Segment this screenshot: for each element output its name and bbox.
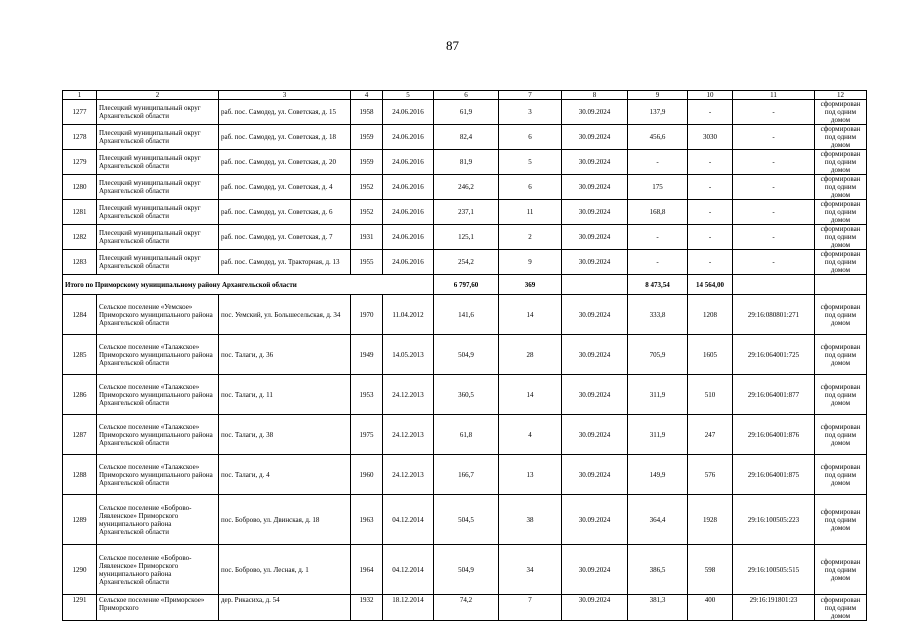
land-status-cell: сформирован под одним домом: [815, 150, 867, 175]
row-number-cell: 1279: [63, 150, 97, 175]
row-number-cell: 1280: [63, 175, 97, 200]
cadastral-cell: 29:16:064001:725: [733, 335, 815, 375]
date-cell: 24.12.2013: [383, 415, 434, 455]
land-status-cell: сформирован под одним домом: [815, 495, 867, 545]
row-number-cell: 1287: [63, 415, 97, 455]
municipality-cell: Сельское поселение «Талажское» Приморского муниципального района Архангельской области: [97, 375, 219, 415]
year-cell: 1949: [351, 335, 383, 375]
cadastral-cell: -: [733, 150, 815, 175]
year-cell: 1959: [351, 125, 383, 150]
cadastral-cell: -: [733, 125, 815, 150]
total-row: [63, 275, 867, 295]
deadline-cell: 30.09.2024: [562, 375, 628, 415]
table-row: [63, 100, 867, 125]
deadline-cell: 30.09.2024: [562, 495, 628, 545]
cadastral-cell: 29:16:064001:875: [733, 455, 815, 495]
cadastral-cell: 29:16:100505:515: [733, 545, 815, 595]
row-number-cell: 1277: [63, 100, 97, 125]
address-cell: раб. пос. Самодед, ул. Советская, д. 7: [219, 225, 351, 250]
area-cell: 166,7: [434, 455, 499, 495]
row-number-cell: 1286: [63, 375, 97, 415]
address-cell: дер. Рикасиха, д. 54: [219, 595, 351, 621]
residents-cell: 9: [499, 250, 562, 275]
residents-cell: 6: [499, 125, 562, 150]
table-row: [63, 335, 867, 375]
land-status-cell: сформирован под одним домом: [815, 175, 867, 200]
col10-cell: 3030: [688, 125, 733, 150]
area-cell: 141,6: [434, 295, 499, 335]
deadline-cell: 30.09.2024: [562, 250, 628, 275]
cadastral-cell: -: [733, 175, 815, 200]
row-number-cell: 1278: [63, 125, 97, 150]
total-area: 6 797,60: [434, 275, 499, 295]
table-row: [63, 455, 867, 495]
table-row: [63, 415, 867, 455]
municipality-cell: Плесецкий муниципальный округ Архангельской области: [97, 150, 219, 175]
column-number-cell: 3: [219, 91, 351, 100]
column-number-cell: 6: [434, 91, 499, 100]
deadline-cell: 30.09.2024: [562, 225, 628, 250]
col10-cell: -: [688, 100, 733, 125]
col9-cell: 175: [628, 175, 688, 200]
col9-cell: -: [628, 225, 688, 250]
col9-cell: 381,3: [628, 595, 688, 621]
municipality-cell: Плесецкий муниципальный округ Архангельской области: [97, 100, 219, 125]
col9-cell: 311,9: [628, 415, 688, 455]
col9-cell: -: [628, 250, 688, 275]
col10-cell: 1605: [688, 335, 733, 375]
column-number-cell: 1: [63, 91, 97, 100]
row-number-cell: 1285: [63, 335, 97, 375]
land-status-cell: сформирован под одним домом: [815, 295, 867, 335]
municipality-cell: Плесецкий муниципальный округ Архангельской области: [97, 125, 219, 150]
table-row: [63, 225, 867, 250]
date-cell: 24.12.2013: [383, 455, 434, 495]
cadastral-cell: -: [733, 250, 815, 275]
municipality-cell: Сельское поселение «Боброво-Лявленское» Приморского муниципального района Архангельской области: [97, 545, 219, 595]
area-cell: 61,8: [434, 415, 499, 455]
area-cell: 61,9: [434, 100, 499, 125]
municipality-cell: Сельское поселение «Боброво-Лявленское» Приморского муниципального района Архангельской области: [97, 495, 219, 545]
land-status-cell: сформирован под одним домом: [815, 595, 867, 621]
date-cell: 11.04.2012: [383, 295, 434, 335]
address-cell: раб. пос. Самодед, ул. Советская, д. 15: [219, 100, 351, 125]
col10-cell: -: [688, 200, 733, 225]
housing-register-table: [62, 90, 867, 621]
cadastral-cell: 29:16:064001:877: [733, 375, 815, 415]
year-cell: 1959: [351, 150, 383, 175]
year-cell: 1952: [351, 200, 383, 225]
col10-cell: 400: [688, 595, 733, 621]
total-col9: 8 473,54: [628, 275, 688, 295]
total-label: Итого по Приморскому муниципальному району Архангельской области: [63, 275, 434, 295]
year-cell: 1952: [351, 175, 383, 200]
col10-cell: 1208: [688, 295, 733, 335]
col9-cell: 149,9: [628, 455, 688, 495]
municipality-cell: Плесецкий муниципальный округ Архангельской области: [97, 225, 219, 250]
col10-cell: -: [688, 250, 733, 275]
residents-cell: 7: [499, 595, 562, 621]
date-cell: 24.12.2013: [383, 375, 434, 415]
area-cell: 360,5: [434, 375, 499, 415]
date-cell: 24.06.2016: [383, 100, 434, 125]
total-empty-cell: [733, 275, 815, 295]
residents-cell: 14: [499, 375, 562, 415]
row-number-cell: 1283: [63, 250, 97, 275]
col10-cell: 598: [688, 545, 733, 595]
row-number-cell: 1289: [63, 495, 97, 545]
year-cell: 1975: [351, 415, 383, 455]
address-cell: раб. пос. Самодед, ул. Советская, д. 20: [219, 150, 351, 175]
deadline-cell: 30.09.2024: [562, 455, 628, 495]
year-cell: 1964: [351, 545, 383, 595]
area-cell: 74,2: [434, 595, 499, 621]
table-row: [63, 250, 867, 275]
column-number-cell: 12: [815, 91, 867, 100]
land-status-cell: сформирован под одним домом: [815, 100, 867, 125]
year-cell: 1931: [351, 225, 383, 250]
total-empty-cell: [562, 275, 628, 295]
deadline-cell: 30.09.2024: [562, 125, 628, 150]
total-residents: 369: [499, 275, 562, 295]
table-row: [63, 125, 867, 150]
year-cell: 1970: [351, 295, 383, 335]
area-cell: 81,9: [434, 150, 499, 175]
col10-cell: -: [688, 175, 733, 200]
cadastral-cell: -: [733, 225, 815, 250]
table-row: [63, 495, 867, 545]
residents-cell: 3: [499, 100, 562, 125]
land-status-cell: сформирован под одним домом: [815, 455, 867, 495]
col9-cell: 333,8: [628, 295, 688, 335]
col10-cell: 247: [688, 415, 733, 455]
table-row: [63, 595, 867, 621]
address-cell: раб. пос. Самодед, ул. Советская, д. 4: [219, 175, 351, 200]
col10-cell: 1928: [688, 495, 733, 545]
year-cell: 1963: [351, 495, 383, 545]
cadastral-cell: -: [733, 100, 815, 125]
municipality-cell: Сельское поселение «Талажское» Приморского муниципального района Архангельской области: [97, 415, 219, 455]
col9-cell: 386,5: [628, 545, 688, 595]
land-status-cell: сформирован под одним домом: [815, 200, 867, 225]
page-number: 87: [446, 38, 459, 53]
address-cell: пос. Уемский, ул. Большесельская, д. 34: [219, 295, 351, 335]
col9-cell: 168,8: [628, 200, 688, 225]
land-status-cell: сформирован под одним домом: [815, 545, 867, 595]
land-status-cell: сформирован под одним домом: [815, 335, 867, 375]
residents-cell: 11: [499, 200, 562, 225]
date-cell: 24.06.2016: [383, 250, 434, 275]
row-number-cell: 1284: [63, 295, 97, 335]
total-empty-cell: [815, 275, 867, 295]
cadastral-cell: -: [733, 200, 815, 225]
date-cell: 24.06.2016: [383, 125, 434, 150]
address-cell: раб. пос. Самодед, ул. Тракторная, д. 13: [219, 250, 351, 275]
residents-cell: 6: [499, 175, 562, 200]
municipality-cell: Сельское поселение «Талажское» Приморского муниципального района Архангельской области: [97, 335, 219, 375]
col9-cell: 311,9: [628, 375, 688, 415]
row-number-cell: 1288: [63, 455, 97, 495]
address-cell: пос. Талаги, д. 4: [219, 455, 351, 495]
table-row: [63, 545, 867, 595]
residents-cell: 2: [499, 225, 562, 250]
area-cell: 125,1: [434, 225, 499, 250]
municipality-cell: Плесецкий муниципальный округ Архангельской области: [97, 200, 219, 225]
table-row: [63, 375, 867, 415]
col10-cell: -: [688, 150, 733, 175]
residents-cell: 34: [499, 545, 562, 595]
cadastral-cell: 29:16:191801:23: [733, 595, 815, 621]
table-row: [63, 150, 867, 175]
column-number-cell: 5: [383, 91, 434, 100]
date-cell: 24.06.2016: [383, 150, 434, 175]
area-cell: 504,9: [434, 335, 499, 375]
deadline-cell: 30.09.2024: [562, 545, 628, 595]
col10-cell: -: [688, 225, 733, 250]
address-cell: раб. пос. Самодед, ул. Советская, д. 18: [219, 125, 351, 150]
residents-cell: 13: [499, 455, 562, 495]
address-cell: пос. Талаги, д. 36: [219, 335, 351, 375]
municipality-cell: Сельское поселение «Приморское» Приморского: [97, 595, 219, 621]
column-number-cell: 10: [688, 91, 733, 100]
column-number-cell: 4: [351, 91, 383, 100]
land-status-cell: сформирован под одним домом: [815, 375, 867, 415]
address-cell: пос. Боброво, ул. Лесная, д. 1: [219, 545, 351, 595]
col9-cell: 705,9: [628, 335, 688, 375]
date-cell: 04.12.2014: [383, 545, 434, 595]
municipality-cell: Плесецкий муниципальный округ Архангельской области: [97, 250, 219, 275]
land-status-cell: сформирован под одним домом: [815, 125, 867, 150]
cadastral-cell: 29:16:100505:223: [733, 495, 815, 545]
land-status-cell: сформирован под одним домом: [815, 225, 867, 250]
area-cell: 504,5: [434, 495, 499, 545]
column-number-cell: 7: [499, 91, 562, 100]
row-number-cell: 1290: [63, 545, 97, 595]
col9-cell: 456,6: [628, 125, 688, 150]
land-status-cell: сформирован под одним домом: [815, 250, 867, 275]
table-row: [63, 295, 867, 335]
residents-cell: 14: [499, 295, 562, 335]
col9-cell: 364,4: [628, 495, 688, 545]
date-cell: 18.12.2014: [383, 595, 434, 621]
table-row: [63, 175, 867, 200]
cadastral-cell: 29:16:080801:271: [733, 295, 815, 335]
municipality-cell: Сельское поселение «Уемское» Приморского муниципального района Архангельской области: [97, 295, 219, 335]
deadline-cell: 30.09.2024: [562, 295, 628, 335]
column-number-cell: 11: [733, 91, 815, 100]
year-cell: 1953: [351, 375, 383, 415]
area-cell: 246,2: [434, 175, 499, 200]
land-status-cell: сформирован под одним домом: [815, 415, 867, 455]
date-cell: 24.06.2016: [383, 225, 434, 250]
address-cell: раб. пос. Самодед, ул. Советская, д. 6: [219, 200, 351, 225]
col9-cell: -: [628, 150, 688, 175]
area-cell: 504,9: [434, 545, 499, 595]
cadastral-cell: 29:16:064001:876: [733, 415, 815, 455]
column-number-cell: 9: [628, 91, 688, 100]
year-cell: 1955: [351, 250, 383, 275]
deadline-cell: 30.09.2024: [562, 150, 628, 175]
date-cell: 04.12.2014: [383, 495, 434, 545]
residents-cell: 4: [499, 415, 562, 455]
row-number-cell: 1291: [63, 595, 97, 621]
year-cell: 1958: [351, 100, 383, 125]
year-cell: 1932: [351, 595, 383, 621]
residents-cell: 28: [499, 335, 562, 375]
deadline-cell: 30.09.2024: [562, 175, 628, 200]
column-number-row: [63, 91, 867, 100]
year-cell: 1960: [351, 455, 383, 495]
deadline-cell: 30.09.2024: [562, 100, 628, 125]
deadline-cell: 30.09.2024: [562, 415, 628, 455]
area-cell: 254,2: [434, 250, 499, 275]
address-cell: пос. Боброво, ул. Двинская, д. 18: [219, 495, 351, 545]
row-number-cell: 1281: [63, 200, 97, 225]
deadline-cell: 30.09.2024: [562, 200, 628, 225]
address-cell: пос. Талаги, д. 38: [219, 415, 351, 455]
residents-cell: 38: [499, 495, 562, 545]
area-cell: 82,4: [434, 125, 499, 150]
deadline-cell: 30.09.2024: [562, 335, 628, 375]
row-number-cell: 1282: [63, 225, 97, 250]
date-cell: 14.05.2013: [383, 335, 434, 375]
column-number-cell: 2: [97, 91, 219, 100]
column-number-cell: 8: [562, 91, 628, 100]
total-col10: 14 564,00: [688, 275, 733, 295]
area-cell: 237,1: [434, 200, 499, 225]
municipality-cell: Сельское поселение «Талажское» Приморского муниципального района Архангельской области: [97, 455, 219, 495]
residents-cell: 5: [499, 150, 562, 175]
col10-cell: 510: [688, 375, 733, 415]
address-cell: пос. Талаги, д. 11: [219, 375, 351, 415]
date-cell: 24.06.2016: [383, 200, 434, 225]
date-cell: 24.06.2016: [383, 175, 434, 200]
deadline-cell: 30.09.2024: [562, 595, 628, 621]
municipality-cell: Плесецкий муниципальный округ Архангельской области: [97, 175, 219, 200]
col9-cell: 137,9: [628, 100, 688, 125]
col10-cell: 576: [688, 455, 733, 495]
table-row: [63, 200, 867, 225]
